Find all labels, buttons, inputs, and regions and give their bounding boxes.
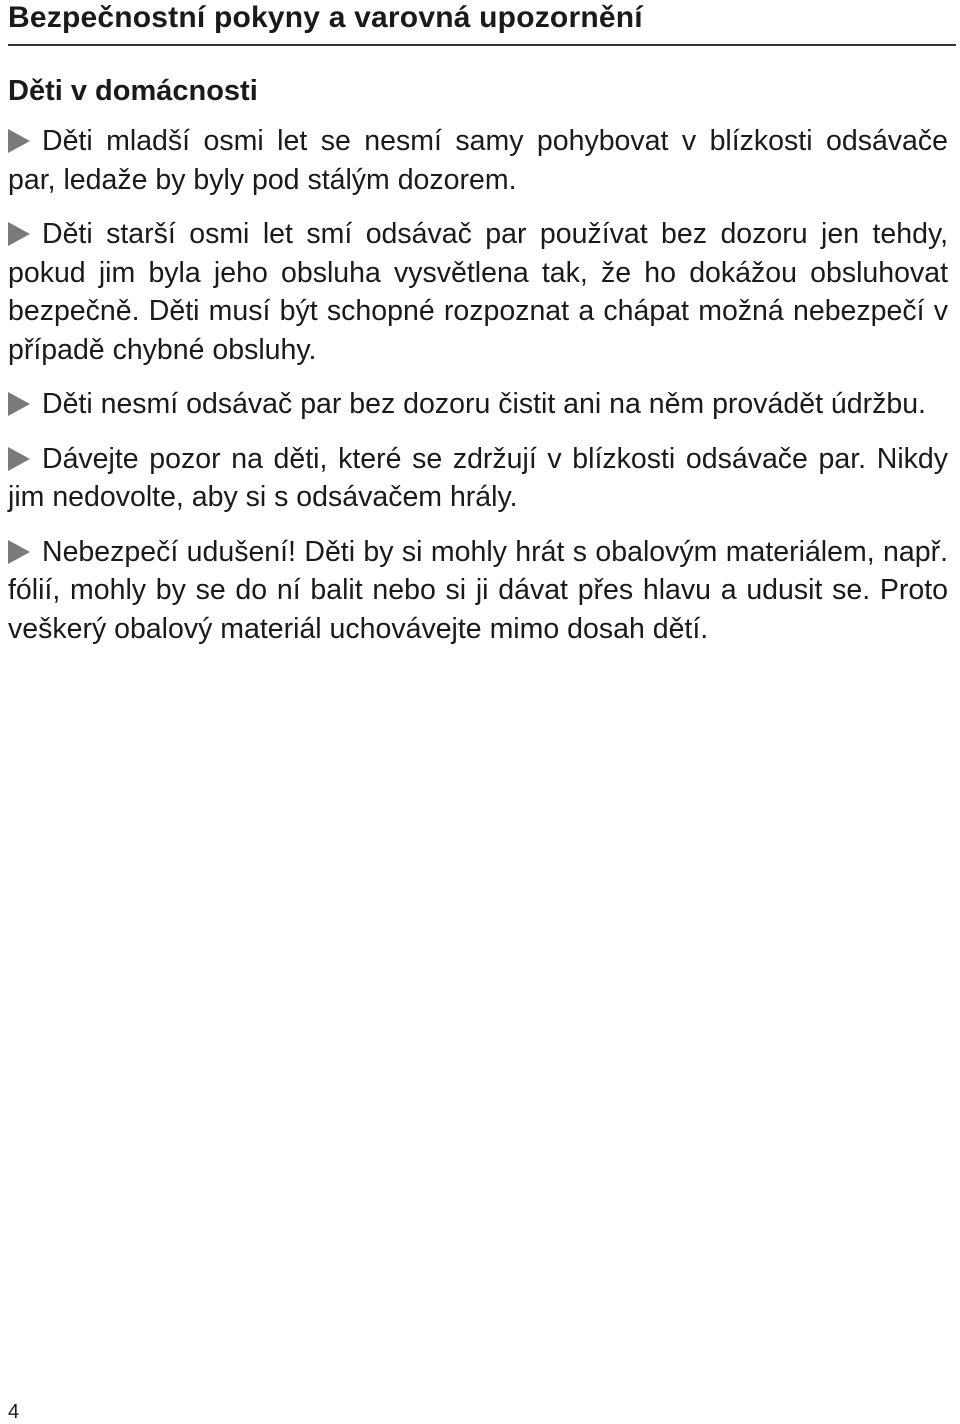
list-item-text: Dávejte pozor na děti, které se zdržují v blízkosti odsávače par. Nikdy jim nedovolte, aby si s odsávačem hrály. (8, 442, 948, 513)
page-number: 4 (8, 1401, 20, 1423)
list-item-text: Děti nesmí odsávač par bez dozoru čistit ani na něm provádět údržbu. (42, 388, 926, 420)
list-item (8, 385, 948, 424)
page-title: Bezpečnostní pokyny a varovná upozornění (8, 1, 643, 34)
list-item (8, 533, 948, 649)
list-item (8, 440, 948, 517)
list-item (8, 122, 948, 199)
triangle-bullet-icon (8, 129, 30, 153)
list-item-text: Nebezpečí udušení! Děti by si mohly hrát s obalovým materiálem, např. fólií, mohly by se do ní balit nebo si ji dávat přes hlavu a udusit se. Proto veškerý obalový materiál uchovávejte mimo dosah dětí. (8, 535, 948, 645)
page-header (8, 0, 956, 36)
triangle-bullet-icon (8, 540, 30, 564)
triangle-bullet-icon (8, 447, 30, 471)
children-section (8, 70, 948, 664)
list-item-text: Děti mladší osmi let se nesmí samy pohybovat v blízkosti odsávače par, ledaže by byly pod stálým dozorem. (8, 125, 948, 196)
title-divider (8, 44, 956, 46)
list-item-text: Děti starší osmi let smí odsávač par používat bez dozoru jen tehdy, pokud jim byla jeho obsluha vysvětlena tak, že ho dokážou obsluhovat bezpečně. Děti musí být schopné rozpoznat a chápat možná nebezpečí v případě chybné obsluhy. (8, 218, 948, 366)
section-title: Děti v domácnosti (8, 75, 258, 107)
list-item (8, 215, 948, 369)
triangle-bullet-icon (8, 392, 30, 416)
triangle-bullet-icon (8, 222, 30, 246)
